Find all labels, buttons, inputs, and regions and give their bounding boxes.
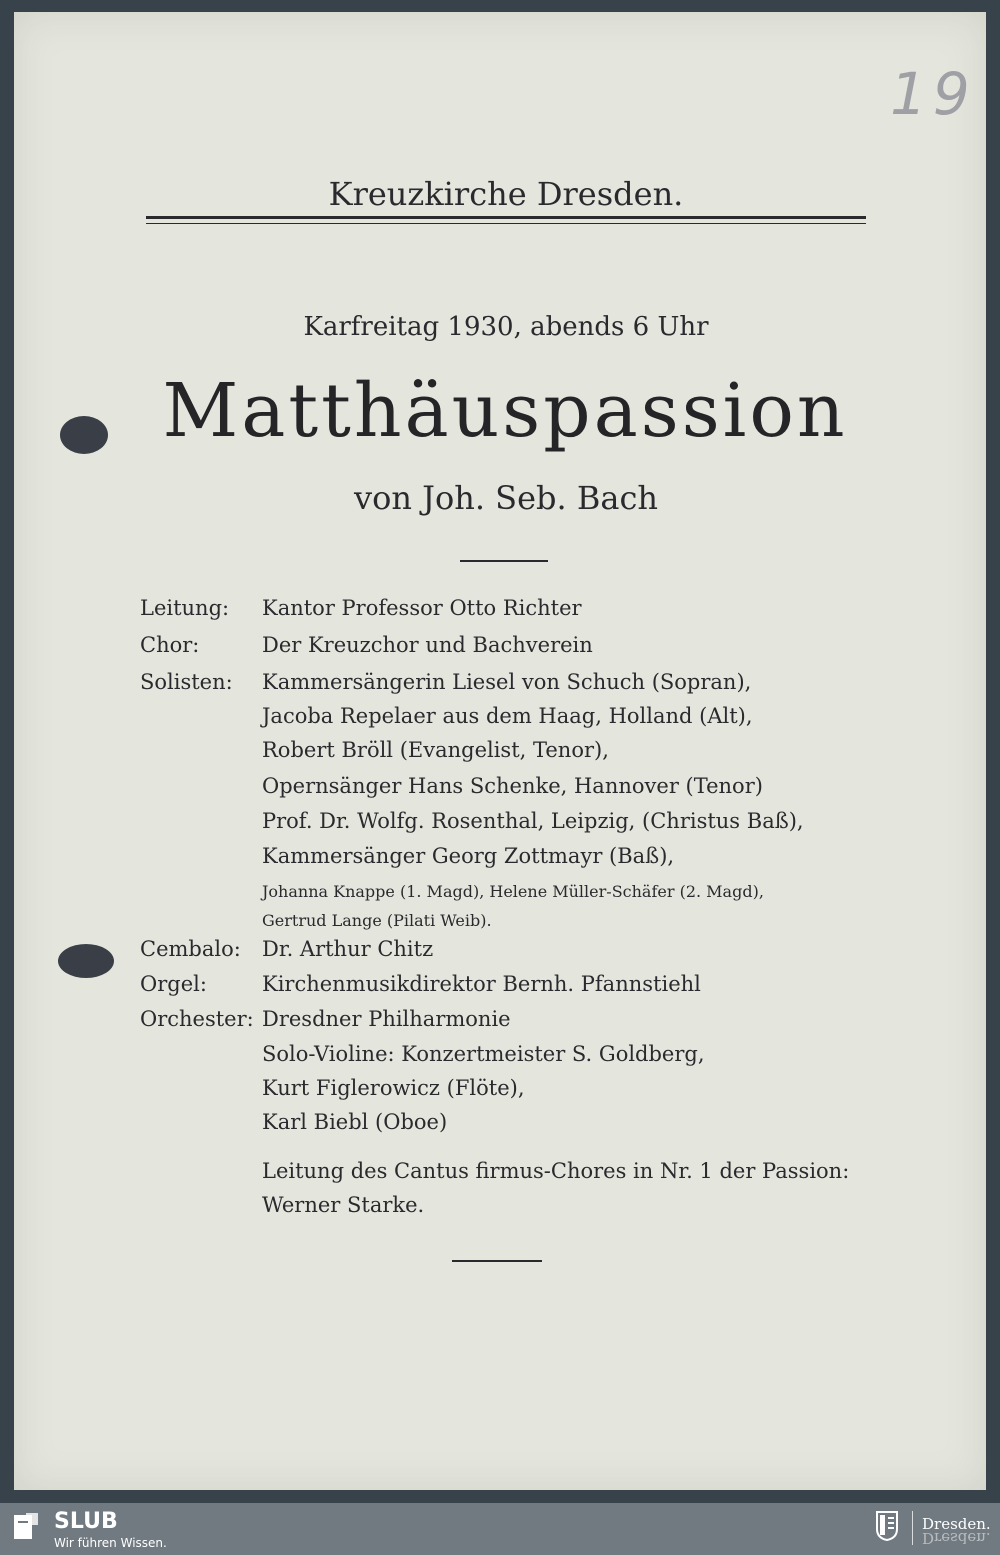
end-rule (452, 1260, 542, 1262)
credit-line: Werner Starke. (262, 1193, 425, 1217)
credit-line: Kammersänger Georg Zottmayr (Baß), (262, 844, 675, 868)
credit-line: Gertrud Lange (Pilati Weib). (262, 911, 492, 930)
library-tagline: Wir führen Wissen. (54, 1536, 167, 1550)
venue-heading: Kreuzkirche Dresden. (328, 175, 684, 213)
credit-line: Leitung des Cantus firmus-Chores in Nr. 1 der Passion: (262, 1159, 850, 1183)
credit-label: Solisten: (140, 670, 233, 694)
city-logo-reflection: Dresden. (922, 1529, 991, 1547)
credit-label: Orgel: (140, 972, 207, 996)
slub-logo-icon (14, 1513, 38, 1541)
footer-bar (0, 1503, 1000, 1555)
credit-line: Karl Biebl (Oboe) (262, 1110, 448, 1134)
credit-line: Kirchenmusikdirektor Bernh. Pfannstiehl (262, 972, 701, 996)
city-logo-text: Dresden. (922, 1515, 991, 1533)
library-name: SLUB (54, 1509, 118, 1534)
credit-line: Kantor Professor Otto Richter (262, 596, 582, 620)
work-title: Matthäuspassion (162, 368, 848, 454)
credit-label: Leitung: (140, 596, 230, 620)
credit-line: Der Kreuzchor und Bachverein (262, 633, 593, 657)
separator-rule (460, 560, 548, 562)
credit-line: Opernsänger Hans Schenke, Hannover (Tenor) (262, 774, 763, 798)
credit-line: Dr. Arthur Chitz (262, 937, 434, 961)
credit-label: Chor: (140, 633, 200, 657)
credit-label: Orchester: (140, 1007, 254, 1031)
credit-line: Robert Bröll (Evangelist, Tenor), (262, 738, 609, 762)
footer-divider (912, 1511, 913, 1545)
credit-line: Kurt Figlerowicz (Flöte), (262, 1076, 525, 1100)
date-time: Karfreitag 1930, abends 6 Uhr (303, 312, 709, 342)
punch-hole (58, 944, 114, 978)
credit-line: Johanna Knappe (1. Magd), Helene Müller-Schäfer (2. Magd), (262, 882, 764, 901)
credit-line: Solo-Violine: Konzertmeister S. Goldberg, (262, 1042, 705, 1066)
credit-line: Dresdner Philharmonie (262, 1007, 511, 1031)
page-number: 19 (890, 60, 976, 128)
city-crest-icon (876, 1511, 898, 1541)
punch-hole (60, 416, 108, 454)
double-rule (146, 216, 866, 224)
composer-line: von Joh. Seb. Bach (354, 479, 658, 517)
credit-label: Cembalo: (140, 937, 241, 961)
credit-line: Prof. Dr. Wolfg. Rosenthal, Leipzig, (Christus Baß), (262, 809, 804, 833)
credit-line: Jacoba Repelaer aus dem Haag, Holland (Alt), (262, 704, 753, 728)
credit-line: Kammersängerin Liesel von Schuch (Sopran), (262, 670, 752, 694)
